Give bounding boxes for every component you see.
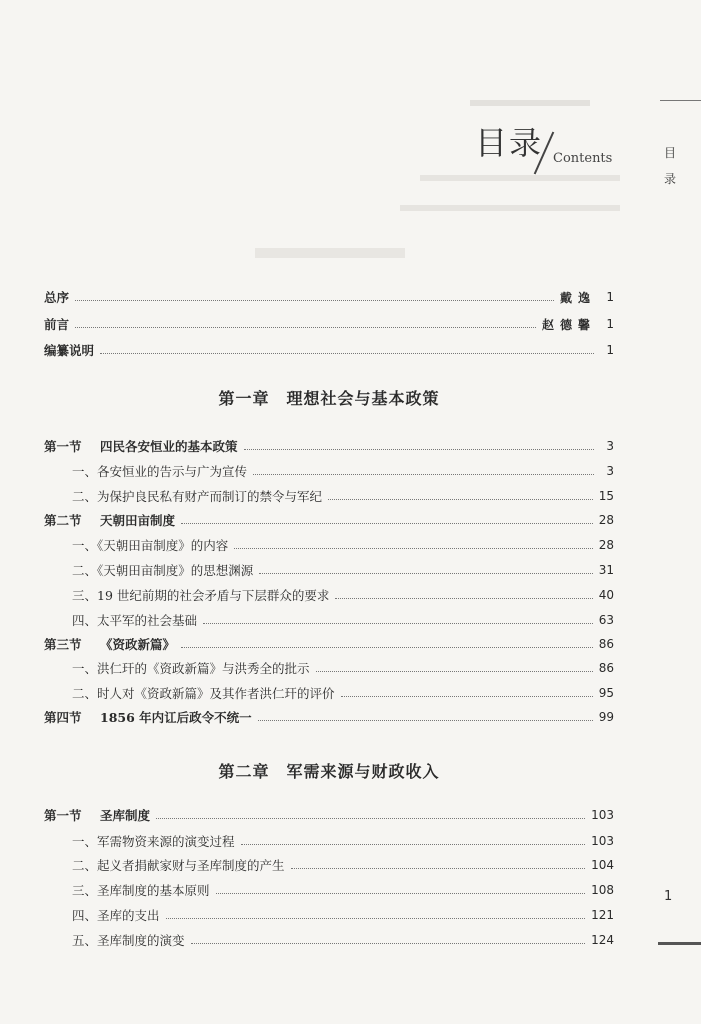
- entry-title: 一、洪仁玕的《资政新篇》与洪秀全的批示: [72, 661, 310, 676]
- toc-subsection[interactable]: [44, 560, 614, 580]
- leader-dots: [241, 844, 586, 845]
- entry-page: 63: [598, 613, 614, 627]
- toc-section[interactable]: [44, 510, 614, 530]
- entry-title: 三、19 世纪前期的社会矛盾与下层群众的要求: [72, 588, 330, 603]
- leader-dots: [291, 868, 586, 869]
- entry-title: 二、《天朝田亩制度》的思想渊源: [72, 563, 254, 578]
- entry-page: 28: [598, 538, 614, 552]
- toc-subsection[interactable]: [44, 930, 614, 950]
- entry-page: 1: [606, 290, 614, 304]
- entry-page: 95: [598, 686, 614, 700]
- margin-rule: [658, 942, 701, 945]
- leader-dots: [335, 598, 592, 599]
- section-label: 第四节: [44, 710, 82, 725]
- entry-title: 二、时人对《资政新篇》及其作者洪仁玕的评价: [72, 686, 335, 701]
- chapter-heading[interactable]: 第二章 军需来源与财政收入: [218, 762, 440, 781]
- section-label: 第一节: [44, 439, 82, 454]
- leader-dots: [75, 327, 536, 328]
- entry-title: 四、圣库的支出: [72, 908, 160, 923]
- entry-author: 赵德馨: [541, 317, 596, 332]
- toc-subsection[interactable]: [44, 855, 614, 875]
- section-title: 四民各安恒业的基本政策: [100, 439, 238, 454]
- side-tab: [663, 140, 677, 192]
- section-title: 圣库制度: [100, 808, 151, 823]
- toc-subsection[interactable]: [44, 535, 614, 555]
- page-title: 目录: [475, 124, 544, 162]
- leader-dots: [259, 573, 592, 574]
- entry-page: 121: [591, 908, 614, 922]
- bleed-through: [400, 205, 620, 211]
- side-tab-char: 目: [663, 146, 676, 160]
- toc-section[interactable]: [44, 634, 614, 654]
- entry-title: 四、太平军的社会基础: [72, 613, 198, 628]
- entry-page: 3: [606, 439, 614, 453]
- toc-subsection[interactable]: [44, 880, 614, 900]
- toc-entry[interactable]: [44, 314, 614, 334]
- entry-page: 28: [598, 513, 614, 527]
- entry-title: 二、起义者捐献家财与圣库制度的产生: [72, 858, 285, 873]
- entry-title: 五、圣库制度的演变: [72, 933, 185, 948]
- entry-title: 一、《天朝田亩制度》的内容: [72, 538, 229, 553]
- bleed-through: [255, 248, 405, 258]
- entry-page: 108: [591, 883, 614, 897]
- entry-title: 编纂说明: [44, 343, 95, 358]
- toc-subsection[interactable]: [44, 831, 614, 851]
- toc-subsection[interactable]: [44, 610, 614, 630]
- leader-dots: [234, 548, 592, 549]
- leader-dots: [328, 499, 593, 500]
- leader-dots: [203, 623, 593, 624]
- entry-title: 一、各安恒业的告示与广为宣传: [72, 464, 248, 479]
- bleed-through: [470, 100, 590, 106]
- entry-page: 3: [606, 464, 614, 478]
- entry-title: 一、军需物资来源的演变过程: [72, 834, 235, 849]
- leader-dots: [166, 918, 586, 919]
- leader-dots: [253, 474, 594, 475]
- page-subtitle: Contents: [553, 151, 613, 166]
- entry-title: 总序: [44, 290, 70, 305]
- toc-subsection[interactable]: [44, 658, 614, 678]
- page-number: 1: [664, 889, 673, 904]
- margin-rule: [660, 100, 701, 101]
- entry-page: 86: [598, 661, 614, 675]
- toc-entry[interactable]: [44, 340, 614, 360]
- toc-subsection[interactable]: [44, 905, 614, 925]
- toc-section[interactable]: [44, 436, 614, 456]
- chapter-heading[interactable]: 第一章 理想社会与基本政策: [218, 389, 440, 408]
- entry-title: 三、圣库制度的基本原则: [72, 883, 210, 898]
- entry-page: 103: [591, 834, 614, 848]
- side-tab-char: 录: [663, 172, 676, 186]
- leader-dots: [181, 523, 593, 524]
- entry-page: 103: [591, 808, 614, 822]
- leader-dots: [244, 449, 594, 450]
- toc-subsection[interactable]: [44, 683, 614, 703]
- entry-page: 15: [598, 489, 614, 503]
- leader-dots: [341, 696, 593, 697]
- section-title: 1856 年内讧后政令不统一: [100, 710, 252, 725]
- entry-page: 86: [598, 637, 614, 651]
- leader-dots: [75, 300, 554, 301]
- leader-dots: [258, 720, 593, 721]
- entry-page: 99: [598, 710, 614, 724]
- toc-section[interactable]: [44, 707, 614, 727]
- entry-title: 前言: [44, 317, 70, 332]
- toc-header: [475, 118, 635, 178]
- section-label: 第二节: [44, 513, 82, 528]
- entry-page: 1: [606, 317, 614, 331]
- section-title: 天朝田亩制度: [100, 513, 176, 528]
- toc-subsection[interactable]: [44, 461, 614, 481]
- leader-dots: [191, 943, 586, 944]
- leader-dots: [156, 818, 585, 819]
- section-label: 第一节: [44, 808, 82, 823]
- entry-page: 104: [591, 858, 614, 872]
- leader-dots: [216, 893, 586, 894]
- section-title: 《资政新篇》: [100, 637, 176, 652]
- toc-entry[interactable]: [44, 287, 614, 307]
- entry-page: 40: [598, 588, 614, 602]
- entry-title: 二、为保护良民私有财产而制订的禁令与军纪: [72, 489, 323, 504]
- leader-dots: [100, 353, 594, 354]
- leader-dots: [316, 671, 593, 672]
- entry-author: 戴逸: [559, 290, 596, 305]
- entry-page: 1: [606, 343, 614, 357]
- toc-section[interactable]: [44, 805, 614, 825]
- toc-subsection[interactable]: [44, 486, 614, 506]
- section-label: 第三节: [44, 637, 82, 652]
- entry-page: 124: [591, 933, 614, 947]
- leader-dots: [181, 647, 593, 648]
- toc-subsection[interactable]: [44, 585, 614, 605]
- entry-page: 31: [598, 563, 614, 577]
